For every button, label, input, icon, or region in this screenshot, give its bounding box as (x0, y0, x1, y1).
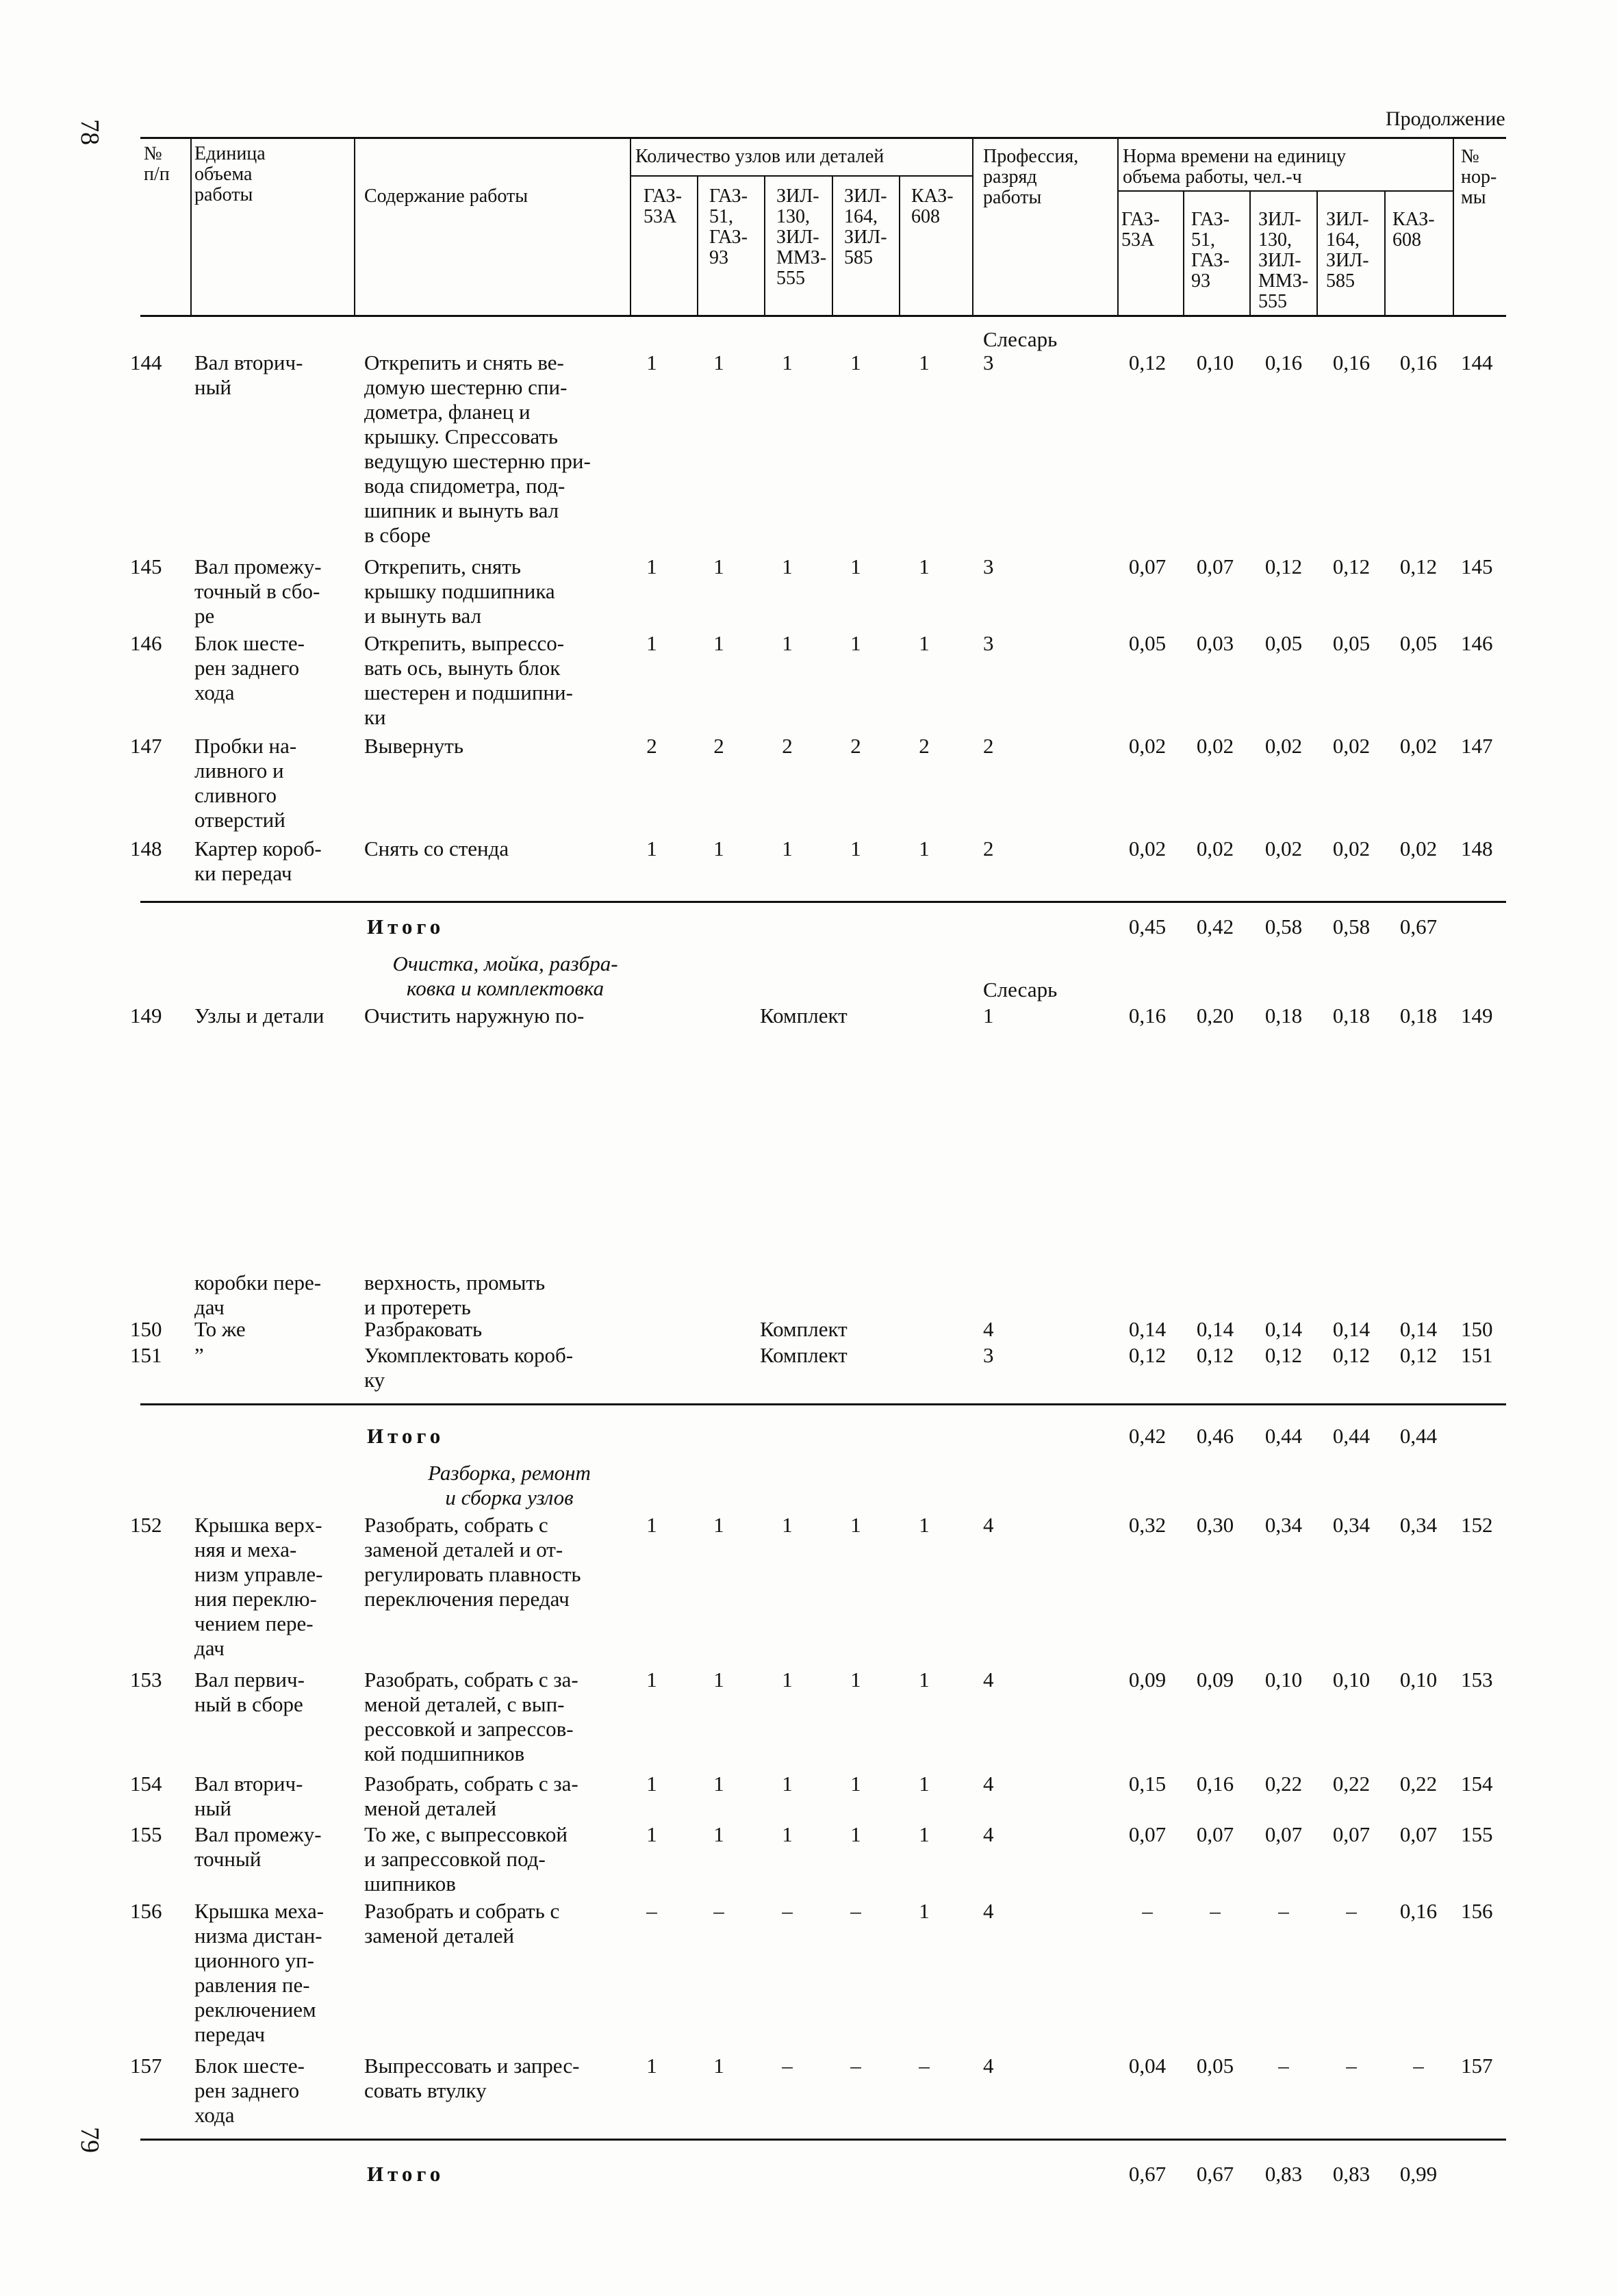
row-norm: 0,14 (1264, 1317, 1303, 1341)
row-norm-number: 154 (1461, 1772, 1493, 1796)
total-value: 0,42 (1196, 915, 1234, 939)
continuation-label: Продолжение (1386, 107, 1505, 130)
page-number-bottom: 79 (75, 2127, 104, 2153)
row-qty: 1 (646, 350, 657, 374)
row-norm: 0,14 (1332, 1317, 1371, 1341)
row-norm: 0,02 (1196, 734, 1234, 758)
row-qty: 1 (850, 1772, 861, 1796)
row-norm: 0,02 (1264, 734, 1303, 758)
row-norm: 0,02 (1128, 837, 1167, 860)
row-qty: – (850, 2054, 861, 2078)
row-qty: 2 (713, 734, 724, 758)
rule-line (140, 2139, 1506, 2141)
row-content: Выпрессовать и запрес- совать втулку (364, 2054, 580, 2102)
row-norm-number: 148 (1461, 837, 1493, 860)
total-value: 0,45 (1128, 915, 1167, 939)
total-value: 0,46 (1196, 1424, 1234, 1448)
header-norm-model-4: ЗИЛ- 164, ЗИЛ- 585 (1326, 209, 1369, 292)
row-grade: 1 (983, 1004, 994, 1028)
header-no: № п/п (144, 143, 170, 185)
row-qty: 1 (919, 1513, 930, 1537)
row-unit: Вал промежу- точный в сбо- ре (194, 554, 322, 628)
row-norm-number: 157 (1461, 2054, 1493, 2078)
row-norm: 0,09 (1196, 1668, 1234, 1692)
row-qty: – (782, 2054, 793, 2078)
section-title: Очистка, мойка, разбра- ковка и комплектовка (392, 952, 618, 1000)
row-qty-text: Комплект (760, 1004, 848, 1028)
row-number: 145 (130, 554, 162, 578)
row-qty: 1 (782, 350, 793, 374)
row-qty: 2 (646, 734, 657, 758)
row-qty: 1 (850, 554, 861, 578)
row-grade: 3 (983, 631, 994, 655)
row-content: Разобрать, собрать с за- меной деталей, с вып- рессовкой и запрессов- кой подшипников (364, 1668, 578, 1765)
row-qty: 1 (646, 554, 657, 578)
row-content: Разобрать, собрать с за- меной деталей (364, 1772, 578, 1820)
row-norm-number: 149 (1461, 1004, 1493, 1028)
row-number: 146 (130, 631, 162, 655)
row-number: 144 (130, 350, 162, 374)
row-norm: 0,22 (1264, 1772, 1303, 1796)
row-norm: – (1142, 1899, 1153, 1923)
row-number: 149 (130, 1004, 162, 1028)
row-qty: 1 (713, 350, 724, 374)
row-qty: 1 (850, 1513, 861, 1537)
row-qty: 1 (646, 1772, 657, 1796)
row-qty: 1 (919, 1822, 930, 1846)
row-qty: – (919, 2054, 930, 2078)
row-qty: 1 (850, 1668, 861, 1692)
row-norm: 0,02 (1399, 837, 1438, 860)
header-qty-model-5: КАЗ- 608 (911, 186, 954, 227)
row-content: Открепить и снять ве- домую шестерню спи- дометра, фланец и крышку. Спрессовать ведущую шестерню при- вода спидометра, под- шипник и вынуть вал в сборе (364, 350, 591, 547)
row-qty: 2 (782, 734, 793, 758)
row-unit: Блок шесте- рен заднего хода (194, 631, 305, 704)
row-norm: 0,07 (1264, 1822, 1303, 1846)
row-grade: 2 (983, 837, 994, 860)
row-grade: 4 (983, 1668, 994, 1692)
total-value: 0,67 (1399, 915, 1438, 939)
total-value: 0,83 (1332, 2162, 1371, 2186)
row-norm: 0,16 (1264, 350, 1303, 374)
row-number: 150 (130, 1317, 162, 1341)
row-norm: – (1278, 1899, 1289, 1923)
row-norm-number: 156 (1461, 1899, 1493, 1923)
row-qty: 1 (713, 1513, 724, 1537)
row-qty: 1 (782, 631, 793, 655)
row-qty: 1 (713, 1772, 724, 1796)
row-norm: 0,12 (1128, 350, 1167, 374)
row-norm: 0,30 (1196, 1513, 1234, 1537)
row-qty: 1 (850, 1822, 861, 1846)
row-norm: 0,07 (1128, 1822, 1167, 1846)
row-grade: 3 (983, 350, 994, 374)
row-norm: 0,04 (1128, 2054, 1167, 2078)
row-norm: 0,07 (1128, 554, 1167, 578)
row-content: Снять со стенда (364, 837, 509, 860)
header-unit: Единица объема работы (194, 143, 266, 205)
row-qty: 1 (646, 837, 657, 860)
row-qty: 1 (919, 631, 930, 655)
row-unit: Картер короб- ки передач (194, 837, 322, 885)
row-qty: 1 (919, 350, 930, 374)
row-content: Разобрать и собрать с заменой деталей (364, 1899, 560, 1948)
row-content: Разбраковать (364, 1317, 483, 1341)
row-norm: 0,10 (1399, 1668, 1438, 1692)
row-qty: 1 (782, 1772, 793, 1796)
row-qty-text: Комплект (760, 1343, 848, 1367)
row-content: Открепить, выпрессо- вать ось, вынуть блок шестерен и подшипни- ки (364, 631, 573, 729)
row-qty: – (782, 1899, 793, 1923)
row-norm-number: 144 (1461, 350, 1493, 374)
row-norm: 0,05 (1196, 2054, 1234, 2078)
row-number: 157 (130, 2054, 162, 2078)
row-norm: 0,34 (1264, 1513, 1303, 1537)
total-value: 0,99 (1399, 2162, 1438, 2186)
row-qty: 1 (919, 837, 930, 860)
row-content: То же, с выпрессовкой и запрессовкой под- шипников (364, 1822, 568, 1896)
row-grade: 3 (983, 1343, 994, 1367)
row-norm: 0,05 (1264, 631, 1303, 655)
row-norm: 0,14 (1196, 1317, 1234, 1341)
row-norm: 0,02 (1399, 734, 1438, 758)
row-norm: 0,16 (1332, 350, 1371, 374)
row-unit: Крышка меха- низма дистан- ционного уп- равления пе- реключением передач (194, 1899, 324, 2046)
row-qty: 1 (850, 631, 861, 655)
row-unit: Вал первич- ный в сборе (194, 1668, 305, 1716)
row-number: 156 (130, 1899, 162, 1923)
header-qty-group: Количество узлов или деталей (635, 146, 884, 167)
row-content: Вывернуть (364, 734, 463, 758)
total-label: Итого (367, 2162, 445, 2186)
row-number: 148 (130, 837, 162, 860)
row-qty: 1 (782, 1822, 793, 1846)
row-norm: 0,05 (1332, 631, 1371, 655)
total-value: 0,67 (1128, 2162, 1167, 2186)
row-qty: 1 (646, 1513, 657, 1537)
row-qty: – (850, 1899, 861, 1923)
row-norm: 0,02 (1264, 837, 1303, 860)
header-qty-model-1: ГАЗ- 53А (644, 186, 683, 227)
row-norm: 0,34 (1332, 1513, 1371, 1537)
row-content: верхность, промыть и протереть (364, 1271, 546, 1319)
row-qty: – (713, 1899, 724, 1923)
row-norm: 0,05 (1399, 631, 1438, 655)
row-norm: 0,16 (1399, 350, 1438, 374)
row-norm: 0,12 (1399, 554, 1438, 578)
row-qty: 1 (782, 554, 793, 578)
total-value: 0,44 (1332, 1424, 1371, 1448)
row-norm: 0,15 (1128, 1772, 1167, 1796)
row-unit: ” (194, 1343, 204, 1367)
row-norm: 0,02 (1332, 837, 1371, 860)
row-norm: 0,10 (1332, 1668, 1371, 1692)
row-qty: 1 (850, 837, 861, 860)
row-norm: 0,09 (1128, 1668, 1167, 1692)
row-norm: 0,10 (1196, 350, 1234, 374)
header-norm-model-3: ЗИЛ- 130, ЗИЛ- ММЗ- 555 (1258, 209, 1309, 312)
row-norm: 0,14 (1399, 1317, 1438, 1341)
row-norm: 0,20 (1196, 1004, 1234, 1028)
row-norm: 0,16 (1128, 1004, 1167, 1028)
row-qty: 1 (850, 350, 861, 374)
row-number: 147 (130, 734, 162, 758)
row-norm: 0,18 (1332, 1004, 1371, 1028)
row-unit: коробки пере- дач (194, 1271, 322, 1319)
row-qty: 1 (646, 2054, 657, 2078)
row-norm: 0,12 (1128, 1343, 1167, 1367)
row-norm: 0,18 (1264, 1004, 1303, 1028)
row-norm-number: 153 (1461, 1668, 1493, 1692)
row-norm: 0,02 (1128, 734, 1167, 758)
row-norm-number: 150 (1461, 1317, 1493, 1341)
row-norm: 0,07 (1196, 554, 1234, 578)
total-value: 0,42 (1128, 1424, 1167, 1448)
row-qty: 1 (713, 1668, 724, 1692)
row-norm: 0,14 (1128, 1317, 1167, 1341)
row-qty: 1 (713, 554, 724, 578)
row-qty: 1 (646, 1822, 657, 1846)
row-unit: Блок шесте- рен заднего хода (194, 2054, 305, 2127)
row-qty: – (646, 1899, 657, 1923)
row-norm: 0,05 (1128, 631, 1167, 655)
row-unit: Узлы и детали (194, 1004, 324, 1028)
profession-label: Слесарь (983, 327, 1058, 351)
row-content: Разобрать, собрать с заменой деталей и от- регулировать плавность переключения передач (364, 1513, 581, 1611)
total-value: 0,58 (1264, 915, 1303, 939)
row-norm: – (1346, 2054, 1357, 2078)
total-value: 0,44 (1264, 1424, 1303, 1448)
row-norm-number: 151 (1461, 1343, 1493, 1367)
row-unit: Вал вторич- ный (194, 350, 303, 399)
total-label: Итого (367, 915, 445, 939)
row-norm: 0,07 (1399, 1822, 1438, 1846)
row-unit: Вал вторич- ный (194, 1772, 303, 1820)
row-grade: 4 (983, 1899, 994, 1923)
header-norm-no: № нор- мы (1461, 146, 1497, 208)
rule-line (140, 1403, 1506, 1405)
row-qty: 2 (919, 734, 930, 758)
row-number: 153 (130, 1668, 162, 1692)
row-content: Открепить, снять крышку подшипника и вынуть вал (364, 554, 555, 628)
header-norm-model-5: КАЗ- 608 (1392, 209, 1435, 251)
row-norm: 0,22 (1399, 1772, 1438, 1796)
row-grade: 4 (983, 1822, 994, 1846)
row-unit: Крышка верх- няя и меха- низм управле- ния переклю- чением пере- дач (194, 1513, 323, 1660)
row-qty: 2 (850, 734, 861, 758)
total-value: 0,67 (1196, 2162, 1234, 2186)
row-norm: 0,12 (1332, 554, 1371, 578)
total-value: 0,58 (1332, 915, 1371, 939)
header-profession: Профессия, разряд работы (983, 146, 1079, 208)
row-qty: 1 (713, 837, 724, 860)
row-norm-number: 152 (1461, 1513, 1493, 1537)
row-norm: 0,12 (1264, 1343, 1303, 1367)
row-content: Очистить наружную по- (364, 1004, 585, 1028)
row-norm: 0,12 (1264, 554, 1303, 578)
row-qty: 1 (782, 837, 793, 860)
row-norm: 0,10 (1264, 1668, 1303, 1692)
row-norm: – (1278, 2054, 1289, 2078)
row-number: 152 (130, 1513, 162, 1537)
header-qty-model-4: ЗИЛ- 164, ЗИЛ- 585 (844, 186, 887, 268)
row-norm-number: 155 (1461, 1822, 1493, 1846)
row-qty-text: Комплект (760, 1317, 848, 1341)
row-grade: 4 (983, 1317, 994, 1341)
row-grade: 2 (983, 734, 994, 758)
total-value: 0,44 (1399, 1424, 1438, 1448)
row-qty: 1 (646, 631, 657, 655)
row-qty: 1 (782, 1668, 793, 1692)
row-norm: 0,03 (1196, 631, 1234, 655)
header-norm-model-2: ГАЗ- 51, ГАЗ- 93 (1191, 209, 1230, 292)
row-unit: Вал промежу- точный (194, 1822, 322, 1871)
row-norm: 0,07 (1196, 1822, 1234, 1846)
row-grade: 4 (983, 1513, 994, 1537)
header-qty-model-3: ЗИЛ- 130, ЗИЛ- ММЗ- 555 (776, 186, 827, 289)
row-unit: Пробки на- ливного и сливного отверстий (194, 734, 297, 832)
total-label: Итого (367, 1424, 445, 1448)
row-number: 155 (130, 1822, 162, 1846)
row-norm: 0,16 (1196, 1772, 1234, 1796)
row-norm: 0,32 (1128, 1513, 1167, 1537)
row-qty: 1 (919, 554, 930, 578)
row-norm: 0,07 (1332, 1822, 1371, 1846)
row-qty: 1 (646, 1668, 657, 1692)
row-content: Укомплектовать короб- ку (364, 1343, 574, 1392)
header-norm-group: Норма времени на единицу объема работы, чел.-ч (1123, 146, 1347, 188)
row-grade: 4 (983, 1772, 994, 1796)
row-norm-number: 145 (1461, 554, 1493, 578)
header-qty-model-2: ГАЗ- 51, ГАЗ- 93 (709, 186, 748, 268)
total-value: 0,83 (1264, 2162, 1303, 2186)
row-norm: 0,12 (1399, 1343, 1438, 1367)
row-norm: 0,34 (1399, 1513, 1438, 1537)
row-qty: 1 (713, 631, 724, 655)
row-grade: 3 (983, 554, 994, 578)
row-qty: 1 (919, 1899, 930, 1923)
row-norm: 0,16 (1399, 1899, 1438, 1923)
rule-line (140, 901, 1506, 903)
row-norm: 0,12 (1196, 1343, 1234, 1367)
row-norm: – (1346, 1899, 1357, 1923)
row-norm: – (1210, 1899, 1221, 1923)
row-qty: 1 (919, 1772, 930, 1796)
row-norm: 0,02 (1196, 837, 1234, 860)
row-unit: То же (194, 1317, 246, 1341)
header-norm-model-1: ГАЗ- 53А (1121, 209, 1160, 251)
row-qty: 1 (713, 1822, 724, 1846)
row-norm-number: 147 (1461, 734, 1493, 758)
row-norm: – (1413, 2054, 1424, 2078)
row-norm: 0,02 (1332, 734, 1371, 758)
row-number: 151 (130, 1343, 162, 1367)
row-norm: 0,12 (1332, 1343, 1371, 1367)
row-qty: 1 (782, 1513, 793, 1537)
profession-label: Слесарь (983, 978, 1058, 1002)
row-number: 154 (130, 1772, 162, 1796)
row-norm: 0,18 (1399, 1004, 1438, 1028)
row-grade: 4 (983, 2054, 994, 2078)
row-qty: 1 (713, 2054, 724, 2078)
row-norm-number: 146 (1461, 631, 1493, 655)
header-content: Содержание работы (364, 186, 529, 207)
row-qty: 1 (919, 1668, 930, 1692)
section-title: Разборка, ремонт и сборка узлов (428, 1461, 591, 1509)
row-norm: 0,22 (1332, 1772, 1371, 1796)
page-number-top: 78 (75, 119, 104, 145)
